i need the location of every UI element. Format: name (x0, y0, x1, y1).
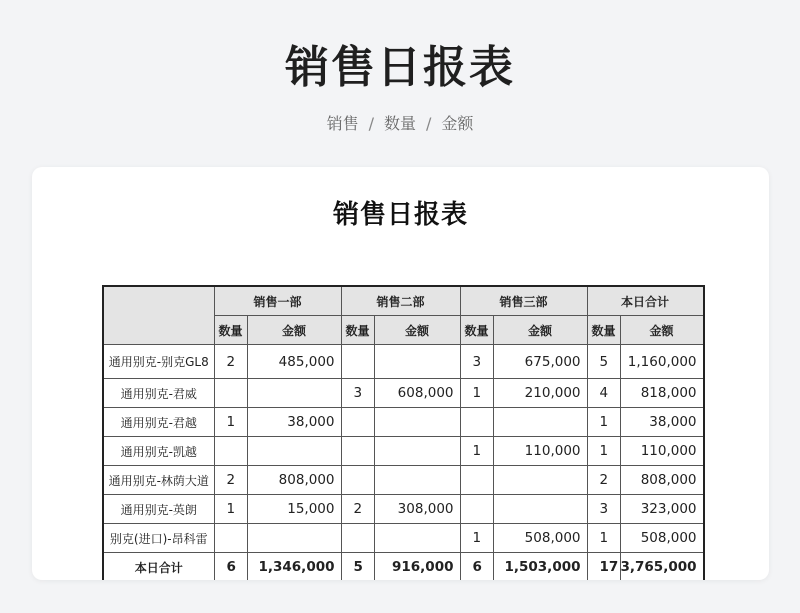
amount-cell (493, 466, 587, 495)
qty-header: 数量 (341, 316, 374, 345)
breadcrumb-item-quantity[interactable]: 数量 (383, 114, 416, 133)
qty-cell: 6 (460, 553, 493, 581)
qty-cell: 1 (587, 408, 620, 437)
qty-cell (341, 345, 374, 379)
qty-cell: 3 (341, 379, 374, 408)
amount-cell: 38,000 (620, 408, 704, 437)
qty-cell (341, 437, 374, 466)
qty-cell: 5 (341, 553, 374, 581)
amount-cell: 323,000 (620, 495, 704, 524)
amount-cell (247, 379, 341, 408)
amount-cell: 15,000 (247, 495, 341, 524)
amount-cell (493, 408, 587, 437)
qty-cell: 1 (587, 437, 620, 466)
qty-cell: 2 (587, 466, 620, 495)
amount-cell: 210,000 (493, 379, 587, 408)
qty-cell: 6 (214, 553, 247, 581)
product-name-cell: 别克(进口)-昂科雷 (103, 524, 214, 553)
amount-cell (374, 466, 460, 495)
amount-cell (247, 437, 341, 466)
total-row (103, 553, 704, 581)
page-title: 销售日报表 (285, 42, 515, 93)
amount-cell: 508,000 (620, 524, 704, 553)
qty-cell: 3 (460, 345, 493, 379)
table-row (103, 495, 704, 524)
breadcrumb-separator: / (368, 114, 374, 133)
qty-cell: 3 (587, 495, 620, 524)
qty-cell: 1 (587, 524, 620, 553)
amount-cell (374, 524, 460, 553)
qty-cell: 1 (460, 524, 493, 553)
breadcrumb (0, 112, 800, 136)
sales-report-table (102, 285, 705, 580)
amount-cell: 110,000 (620, 437, 704, 466)
amount-cell: 1,503,000 (493, 553, 587, 581)
table-row (103, 524, 704, 553)
document-preview-card (32, 167, 769, 580)
amount-cell: 808,000 (620, 466, 704, 495)
amount-cell: 675,000 (493, 345, 587, 379)
qty-cell: 2 (214, 345, 247, 379)
qty-cell (341, 466, 374, 495)
qty-cell: 17 (587, 553, 620, 581)
qty-cell (341, 408, 374, 437)
qty-cell: 5 (587, 345, 620, 379)
table-row (103, 437, 704, 466)
qty-header: 数量 (587, 316, 620, 345)
table-row (103, 466, 704, 495)
table-row (103, 379, 704, 408)
amount-cell: 1,346,000 (247, 553, 341, 581)
product-name-cell: 通用别克-君越 (103, 408, 214, 437)
amount-cell: 3,765,000 (620, 553, 704, 581)
amt-header: 金额 (247, 316, 341, 345)
amt-header: 金额 (493, 316, 587, 345)
qty-cell (214, 524, 247, 553)
product-name-cell: 通用别克-凯越 (103, 437, 214, 466)
amount-cell (374, 408, 460, 437)
dept-header: 销售一部 (214, 286, 341, 316)
table-row (103, 345, 704, 379)
qty-cell: 2 (341, 495, 374, 524)
breadcrumb-item-amount[interactable]: 金额 (441, 114, 474, 133)
breadcrumb-item-sales[interactable]: 销售 (326, 114, 359, 133)
qty-header: 数量 (460, 316, 493, 345)
amount-cell: 608,000 (374, 379, 460, 408)
qty-cell: 4 (587, 379, 620, 408)
amount-cell: 308,000 (374, 495, 460, 524)
qty-cell (460, 408, 493, 437)
amount-cell: 38,000 (247, 408, 341, 437)
qty-cell: 1 (214, 495, 247, 524)
qty-cell: 1 (460, 437, 493, 466)
product-name-cell: 通用别克-君威 (103, 379, 214, 408)
total-label: 本日合计 (103, 553, 214, 581)
amt-header: 金额 (620, 316, 704, 345)
product-name-cell: 通用别克-别克GL8 (103, 345, 214, 379)
qty-cell: 1 (460, 379, 493, 408)
header-corner (103, 286, 214, 345)
amount-cell: 916,000 (374, 553, 460, 581)
qty-header: 数量 (214, 316, 247, 345)
qty-cell (460, 495, 493, 524)
dept-header: 销售二部 (341, 286, 460, 316)
qty-cell: 2 (214, 466, 247, 495)
table-row (103, 408, 704, 437)
amount-cell (247, 524, 341, 553)
amount-cell: 508,000 (493, 524, 587, 553)
amount-cell: 1,160,000 (620, 345, 704, 379)
dept-header: 本日合计 (587, 286, 704, 316)
amount-cell (493, 495, 587, 524)
product-name-cell: 通用别克-林荫大道 (103, 466, 214, 495)
qty-cell (341, 524, 374, 553)
product-name-cell: 通用别克-英朗 (103, 495, 214, 524)
qty-cell: 1 (214, 408, 247, 437)
amount-cell: 485,000 (247, 345, 341, 379)
amount-cell: 110,000 (493, 437, 587, 466)
amount-cell (374, 437, 460, 466)
amount-cell: 808,000 (247, 466, 341, 495)
qty-cell (214, 437, 247, 466)
qty-cell (214, 379, 247, 408)
amount-cell: 818,000 (620, 379, 704, 408)
amt-header: 金额 (374, 316, 460, 345)
document-title: 销售日报表 (332, 200, 468, 230)
breadcrumb-separator: / (426, 114, 432, 133)
dept-header: 销售三部 (460, 286, 587, 316)
amount-cell (374, 345, 460, 379)
qty-cell (460, 466, 493, 495)
